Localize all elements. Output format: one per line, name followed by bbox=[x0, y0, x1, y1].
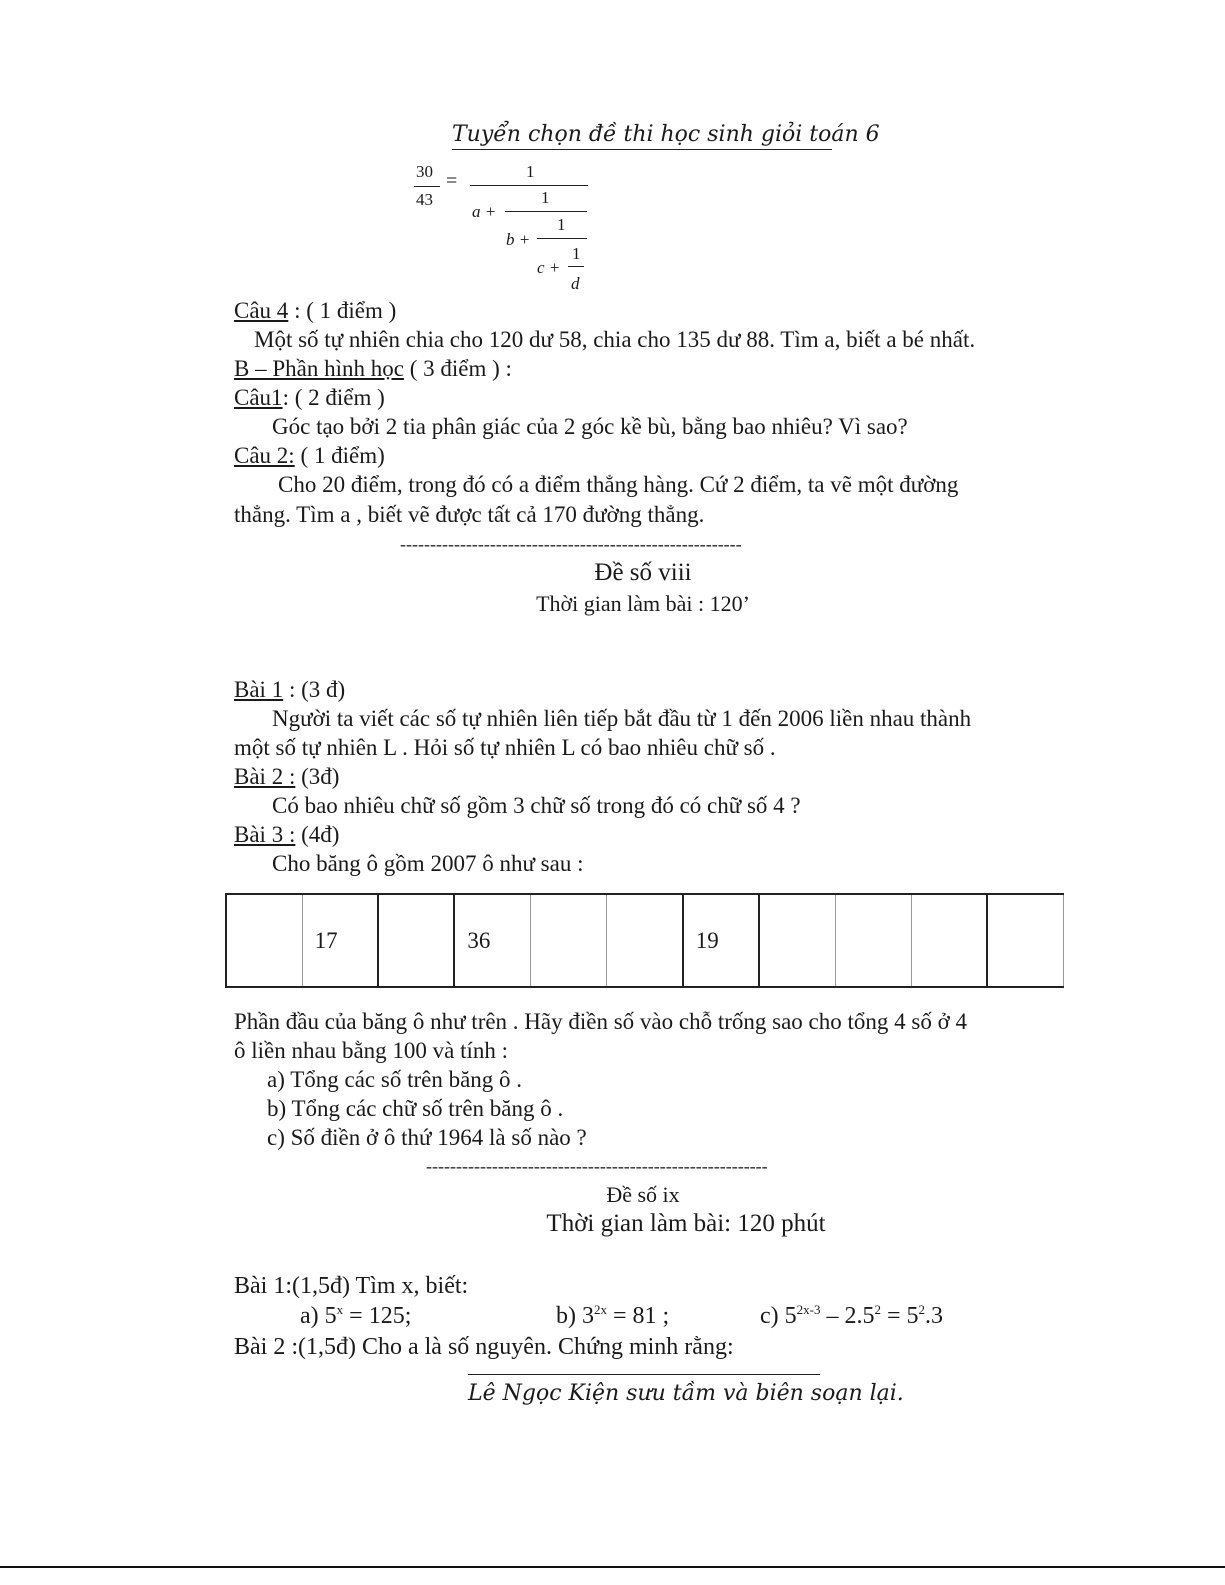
part-c-exponent-3: 2 bbox=[918, 1302, 926, 1317]
tape-cell bbox=[531, 894, 607, 987]
exam-8-title: Đề số viii bbox=[594, 559, 692, 586]
exam-8-time: Thời gian làm bài : 120’ bbox=[536, 591, 750, 616]
cau1-heading bbox=[234, 385, 385, 411]
part-a-exponent: x bbox=[336, 1302, 344, 1317]
bai3-item-a: a) Tổng các số trên băng ô . bbox=[267, 1067, 523, 1092]
tape-cell bbox=[759, 894, 835, 987]
geometry-heading-label: B – Phần hình học bbox=[234, 356, 404, 381]
exam-9-time: Thời gian làm bài: 120 phút bbox=[546, 1210, 826, 1237]
part-c-exponent-2: 2 bbox=[874, 1302, 881, 1317]
fraction-denominator: 43 bbox=[416, 190, 433, 209]
exam-9-title: Đề số ix bbox=[606, 1182, 680, 1207]
part-c-mid-2: = 5 bbox=[881, 1303, 919, 1329]
part-c-base: c) 5 bbox=[760, 1303, 797, 1329]
tape-cell bbox=[835, 894, 911, 987]
part-a-base: a) 5 bbox=[300, 1303, 337, 1329]
part-c-exponent: 2x-3 bbox=[796, 1302, 821, 1317]
cf-d: d bbox=[571, 274, 580, 293]
bai1b-part-b bbox=[556, 1303, 669, 1330]
cau2-points: ( 1 điểm) bbox=[294, 443, 385, 468]
cau2-line1: Cho 20 điểm, trong đó có a điểm thẳng hàng. Cứ 2 điểm, ta vẽ một đường bbox=[278, 472, 959, 497]
bai2-points: (3đ) bbox=[295, 764, 340, 789]
cf-one-2: 1 bbox=[541, 188, 550, 207]
cau2-label: Câu 2: bbox=[234, 443, 295, 468]
part-c-mid: – 2.5 bbox=[820, 1303, 875, 1329]
bai3-item-b: b) Tổng các chữ số trên băng ô . bbox=[267, 1096, 564, 1121]
cau4-text: Một số tự nhiên chia cho 120 dư 58, chia cho 135 dư 88. Tìm a, biết a bé nhất. bbox=[254, 327, 976, 352]
bai3-text: Cho băng ô gồm 2007 ô như sau : bbox=[272, 851, 584, 876]
bai2-label: Bài 2 : bbox=[234, 764, 296, 789]
part-b-rest: = 81 ; bbox=[607, 1303, 670, 1329]
cau4-points: : ( 1 điểm ) bbox=[288, 298, 397, 323]
cau1-label: Câu1 bbox=[234, 385, 283, 410]
bai1-points: : (3 đ) bbox=[283, 677, 346, 702]
tape-cell: 17 bbox=[302, 894, 378, 987]
cf-one-4: 1 bbox=[572, 244, 581, 263]
part-a-rest: = 125; bbox=[343, 1303, 412, 1329]
footer-signature: Lê Ngọc Kiện sưu tầm và biên soạn lại. bbox=[468, 1374, 820, 1406]
bai1b-text: Bài 1:(1,5đ) Tìm x, biết: bbox=[234, 1273, 469, 1299]
tape-cell bbox=[987, 894, 1063, 987]
tape-cell bbox=[226, 894, 302, 987]
cau4-heading bbox=[234, 298, 396, 324]
bai3-heading bbox=[234, 822, 339, 848]
cf-one-3: 1 bbox=[557, 215, 566, 234]
bai3-item-c: c) Số điền ở ô thứ 1964 là số nào ? bbox=[267, 1125, 587, 1150]
bai1-label: Bài 1 bbox=[234, 677, 284, 702]
section-separator-1: --------------------------------------------------------- bbox=[400, 534, 742, 554]
part-b-exponent: 2x bbox=[594, 1302, 607, 1317]
tape-cell bbox=[607, 894, 683, 987]
bai1-line2: một số tự nhiên L . Hỏi số tự nhiên L có bao nhiêu chữ số . bbox=[234, 735, 776, 760]
bai2b-text: Bài 2 :(1,5đ) Cho a là số nguyên. Chứng minh rằng: bbox=[234, 1334, 734, 1360]
cf-one-1: 1 bbox=[526, 162, 535, 181]
bai1b-part-a bbox=[300, 1303, 411, 1330]
bai1b-part-c bbox=[760, 1303, 943, 1330]
cau4-label: Câu 4 bbox=[234, 298, 289, 323]
tape-cell: 19 bbox=[683, 894, 759, 987]
geometry-heading-points: ( 3 điểm ) : bbox=[403, 356, 512, 381]
part-c-rest: .3 bbox=[925, 1303, 944, 1329]
bai3-label: Bài 3 : bbox=[234, 822, 296, 847]
tape-cell bbox=[378, 894, 454, 987]
part-b-base: b) 3 bbox=[556, 1303, 594, 1329]
bai2-heading bbox=[234, 764, 339, 790]
cau2-line2: thẳng. Tìm a , biết vẽ được tất cả 170 đường thẳng. bbox=[234, 502, 705, 527]
fraction-numerator: 30 bbox=[416, 162, 433, 181]
cau2-heading bbox=[234, 443, 385, 469]
bai1-heading bbox=[234, 677, 345, 703]
geometry-heading bbox=[234, 356, 512, 382]
cf-c: c + bbox=[537, 258, 561, 277]
cau1-text: Góc tạo bởi 2 tia phân giác của 2 góc kề bù, bằng bao nhiêu? Vì sao? bbox=[272, 414, 908, 439]
bai3-line1: Phần đầu của băng ô như trên . Hãy điền số vào chỗ trống sao cho tổng 4 số ở 4 bbox=[234, 1009, 968, 1034]
tape-cell: 36 bbox=[454, 894, 530, 987]
cf-b: b + bbox=[506, 230, 531, 249]
number-tape-table bbox=[225, 893, 1064, 988]
equals-sign: = bbox=[446, 170, 458, 192]
bai3-points: (4đ) bbox=[295, 822, 340, 847]
page-header-title: Tuyển chọn đề thi học sinh giỏi toán 6 bbox=[452, 122, 832, 150]
page-bottom-rule bbox=[0, 1566, 1225, 1568]
tape-cell bbox=[911, 894, 987, 987]
cf-a: a + bbox=[472, 202, 497, 221]
cau1-points: : ( 2 điểm ) bbox=[282, 385, 385, 410]
section-separator-2: --------------------------------------------------------- bbox=[426, 1156, 768, 1176]
bai3-line2: ô liền nhau bằng 100 và tính : bbox=[234, 1038, 509, 1063]
bai1-line1: Người ta viết các số tự nhiên liên tiếp bắt đầu từ 1 đến 2006 liền nhau thành bbox=[272, 706, 972, 731]
bai2-text: Có bao nhiêu chữ số gồm 3 chữ số trong đó có chữ số 4 ? bbox=[272, 793, 801, 818]
